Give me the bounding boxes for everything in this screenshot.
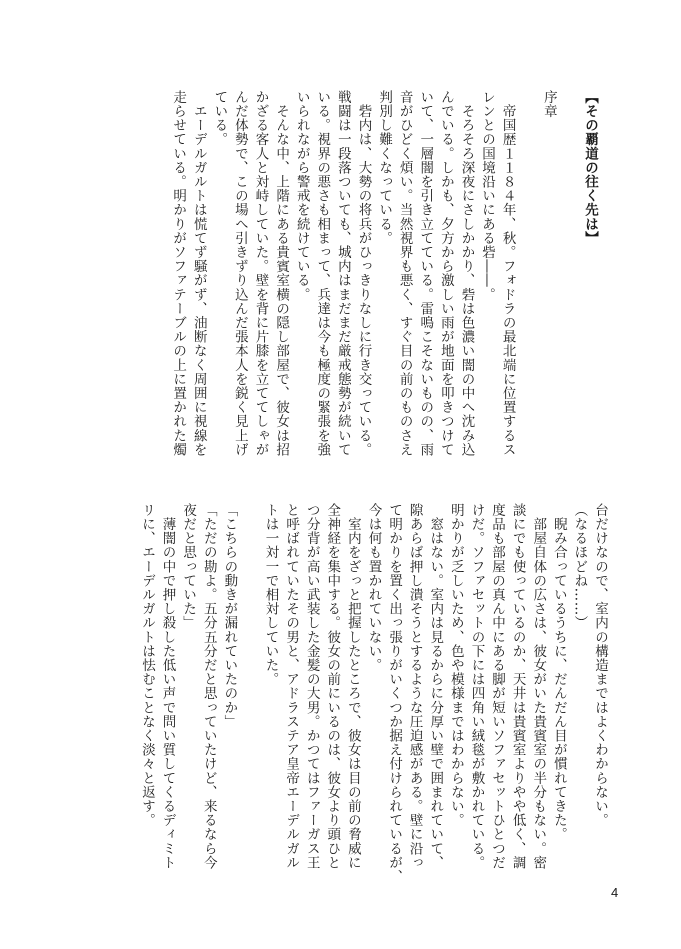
text-line: 「こちらの動きが漏れていたのか」 [221, 503, 238, 729]
text-line: リに、エーデルガルトは怯むことなく淡々と返す。 [138, 503, 155, 828]
text-line: 全神経を集中する。彼女の前にいるのは、彼女より頭ひと [324, 503, 341, 870]
text-line: 睨み合っているうちに、だんだん目が慣れてきた。 [550, 503, 567, 842]
text-line: レンとの国境沿いにある砦――。 [479, 90, 496, 302]
top-text-block [100, 90, 600, 490]
text-line: 室内をざっと把握したところで、彼女は目の前の脅威に [344, 503, 361, 870]
text-line: 度品も部屋の真ん中にある脚が短いソファセットひとつだ [489, 503, 506, 870]
bottom-text-block [130, 503, 610, 884]
chapter-heading: 序章 [540, 90, 557, 119]
text-line: 明かりが乏しいため、色や模様まではわからない。 [447, 503, 464, 828]
text-line: 夜だと思っていた」 [180, 503, 197, 630]
text-line: 砦内は、大勢の将兵がひっきりなしに行き交っている。 [355, 90, 372, 457]
text-line: そんな中、上階にある貴賓室横の隠し部屋で、彼女は招 [273, 90, 290, 457]
section-title: 【その覇道の往く先は】 [582, 90, 598, 246]
text-line: ている。 [211, 90, 228, 147]
text-line: 音がひどく煩い。当然視界も悪く、すぐ目の前のものさえ [396, 90, 413, 457]
text-line: 帝国歴１１８４年、秋。フォドラの最北端に位置するス [499, 90, 516, 457]
text-line: 「ただの勘よ。五分五分だと思っていたけど、来るなら今 [200, 503, 217, 870]
text-line: いる。視界の悪さも相まって、兵達は今も極度の緊張を強 [314, 90, 331, 457]
text-line: て明かりを置く出っ張りがいくつか据え付けられているが、 [386, 503, 403, 884]
text-line: （なるほどね……） [571, 503, 588, 630]
text-line: そろそろ深夜にさしかかり、砦は色濃い闇の中へ沈み込 [458, 90, 475, 457]
text-line: かざる客人と対峙していた。壁を背に片膝を立ててしゃが [252, 90, 269, 457]
text-line: 部屋自体の広さは、彼女がいた貴賓室の半分もない。密 [530, 503, 547, 870]
text-line: 戦闘は一段落ついても、城内はまだまだ厳戒態勢が続いて [334, 90, 351, 457]
text-line: んでいる。しかも、夕方から激しい雨が地面を叩きつけて [437, 90, 454, 457]
text-line: つ分背が高い武装した金髪の大男。かつてはファーガス王 [303, 503, 320, 870]
page-number: 4 [611, 885, 619, 900]
text-line: 台だけなので、室内の構造まではよくわからない。 [592, 503, 608, 828]
text-line: 隙あらば押し潰そうとするような圧迫感がある。壁に沿っ [406, 503, 423, 870]
text-line: んだ体勢で、この場へ引きずり込んだ張本人を鋭く見上げ [231, 90, 248, 457]
text-line: 談にでも使っているのか、天井は貴賓室よりやや低く、調 [509, 503, 526, 870]
text-line: いられながら警戒を続けている。 [293, 90, 310, 302]
text-line: いて、一層闇を引き立てている。雷鳴こそないものの、雨 [417, 90, 434, 457]
text-line: と呼ばれていたその男と、アドラステア皇帝エーデルガル [283, 503, 300, 870]
text-line: けだ。ソファセットの下には四角い絨毯が敷かれている。 [468, 503, 485, 870]
text-line: 走らせている。明かりがソファテーブルの上に置かれた燭 [170, 90, 187, 457]
text-line: 判別し難くなっている。 [376, 90, 393, 246]
text-line: 薄闇の中で押し殺した低い声で問い質してくるディミト [159, 503, 176, 870]
text-line: エーデルガルトは慌てず騒がず、油断なく周囲に視線を [190, 90, 207, 457]
text-line: 今は何も置かれていない。 [365, 503, 382, 673]
text-line: トは一対一で相対していた。 [262, 503, 279, 687]
text-line: 窓はない。室内は見るからに分厚い壁で囲まれていて、 [427, 503, 444, 870]
